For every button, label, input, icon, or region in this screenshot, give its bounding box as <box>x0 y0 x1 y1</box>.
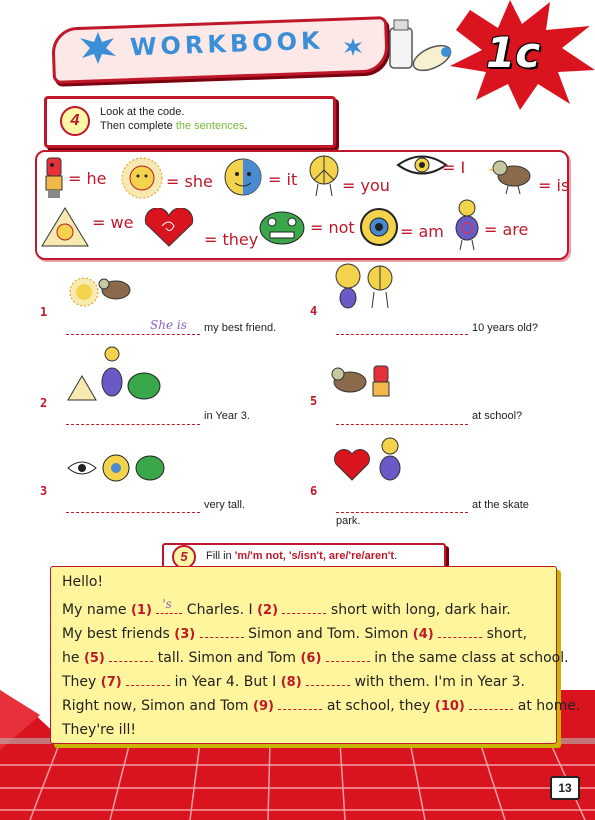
letter-line <box>62 650 569 666</box>
sentence-number: 2 <box>40 396 48 410</box>
gap-3-blank[interactable] <box>200 627 244 638</box>
sentence-text: 10 years old? <box>472 322 539 334</box>
code-word: = it <box>268 170 298 189</box>
code-word: = she <box>166 172 213 191</box>
letter-line <box>62 626 527 642</box>
sentence-number: 1 <box>40 305 48 319</box>
example-answer: 's <box>162 597 172 611</box>
sentence-6-blank[interactable] <box>336 500 468 513</box>
gap-10-blank[interactable] <box>469 699 513 710</box>
gap-number: (6) <box>300 651 322 666</box>
moon-face-icon <box>220 152 266 198</box>
letter-text: short, <box>482 626 528 642</box>
gap-number: (4) <box>412 627 434 642</box>
sentence-text: at the skate <box>472 499 529 511</box>
gap-number: (5) <box>83 651 105 666</box>
letter-line <box>62 597 511 618</box>
instruction-options: 'm/'m not, 's/isn't, are/'re/aren't <box>234 550 395 562</box>
gap-8-blank[interactable] <box>306 675 350 686</box>
lightbulb-creature-icon <box>450 198 484 250</box>
letter-text: They're ill! <box>62 722 136 738</box>
letter-text: My name <box>62 602 131 618</box>
code-word: = you <box>342 176 390 195</box>
letter-text: he <box>62 650 84 666</box>
green-monster-icon <box>256 206 308 246</box>
gap-number: (1) <box>130 603 152 618</box>
yellow-eyeball-icon <box>358 206 400 248</box>
gap-1-blank[interactable] <box>156 597 182 614</box>
gap-2-blank[interactable] <box>282 603 326 614</box>
exercise-4-instruction-line2 <box>100 120 247 132</box>
gap-5-blank[interactable] <box>109 651 153 662</box>
instruction-period: . <box>244 120 248 132</box>
letter-text: with them. I'm in Year 3. <box>350 674 525 690</box>
instruction-text: Then complete <box>100 120 176 132</box>
gap-7-blank[interactable] <box>126 675 170 686</box>
gap-number: (10) <box>434 699 465 714</box>
code-word: = we <box>92 213 134 232</box>
exercise-5-instruction <box>206 550 397 562</box>
instruction-highlight: the sentences <box>175 120 245 132</box>
exercise-4-number: 4 <box>60 106 90 136</box>
small-splash-icon <box>342 36 364 58</box>
page-number: 13 <box>550 776 580 800</box>
sentence-text: my best friend. <box>204 322 277 334</box>
letter-greeting: Hello! <box>62 574 104 590</box>
sentence-5-blank[interactable] <box>336 412 468 425</box>
gap-number: (2) <box>257 603 279 618</box>
gap-number: (9) <box>253 699 274 714</box>
peace-sign-icon <box>304 154 344 198</box>
letter-text: at school, they <box>322 698 435 714</box>
sentence-number: 3 <box>40 484 48 498</box>
gap-4-blank[interactable] <box>438 627 482 638</box>
sentence-text: in Year 3. <box>204 410 250 422</box>
triangle-face-icon <box>40 204 90 248</box>
letter-text: Charles. I <box>182 602 258 618</box>
letter-line <box>62 698 580 714</box>
sentence-text: very tall. <box>204 499 245 511</box>
workbook-title: WORKBOOK <box>129 26 325 62</box>
code-word: = are <box>484 220 529 239</box>
sentence-4-blank[interactable] <box>336 322 468 335</box>
sentence-5-picture <box>330 360 400 404</box>
sentence-1-picture <box>68 272 138 314</box>
sentence-3-blank[interactable] <box>66 500 200 513</box>
letter-text: in Year 4. But I <box>170 674 281 690</box>
letter-text: My best friends <box>62 626 175 642</box>
eye-icon <box>396 152 448 178</box>
sentence-number: 5 <box>310 394 318 408</box>
letter-text: Right now, Simon and Tom <box>62 698 254 714</box>
gap-6-blank[interactable] <box>326 651 370 662</box>
letter-line <box>62 674 525 690</box>
letter-text: in the same class at school. <box>369 650 569 666</box>
example-answer: She is <box>150 318 187 332</box>
bird-icon <box>488 154 538 194</box>
robot-icon <box>42 156 66 200</box>
sentence-4-picture <box>334 262 404 310</box>
gap-number: (8) <box>280 675 302 690</box>
sentence-text: at school? <box>472 410 523 422</box>
letter-text: tall. Simon and Tom <box>153 650 301 666</box>
paint-splash-icon <box>78 28 118 66</box>
heart-icon <box>140 208 198 248</box>
sun-face-icon <box>120 156 164 200</box>
sentence-3-picture <box>66 452 166 484</box>
sentence-2-blank[interactable] <box>66 412 200 425</box>
letter-line <box>62 722 136 738</box>
letter-text: Simon and Tom. Simon <box>243 626 413 642</box>
gap-number: (3) <box>174 627 196 642</box>
code-word: = he <box>68 169 107 188</box>
sentence-number: 4 <box>310 304 318 318</box>
gap-9-blank[interactable] <box>278 699 322 710</box>
sentence-text-continued: park. <box>336 515 361 527</box>
letter-text: They <box>62 674 101 690</box>
code-word: = is <box>538 176 570 195</box>
exercise-4-instruction-line1: Look at the code. <box>100 106 185 118</box>
instruction-text: Fill in <box>206 550 235 562</box>
gap-number: (7) <box>100 675 122 690</box>
letter-text: short with long, dark hair. <box>326 602 511 618</box>
unit-label: 1c <box>486 28 541 77</box>
code-word: = am <box>400 222 444 241</box>
letter-text: at home. <box>513 698 581 714</box>
code-word: = they <box>204 230 259 249</box>
spray-can-icon <box>378 14 458 76</box>
exercise-5-number: 5 <box>172 545 196 569</box>
sentence-2-picture <box>66 346 166 408</box>
sentence-6-picture <box>332 436 412 488</box>
code-word: = I <box>442 158 466 177</box>
sentence-number: 6 <box>310 484 318 498</box>
instruction-period: . <box>394 550 398 562</box>
code-word: = not <box>310 218 355 237</box>
